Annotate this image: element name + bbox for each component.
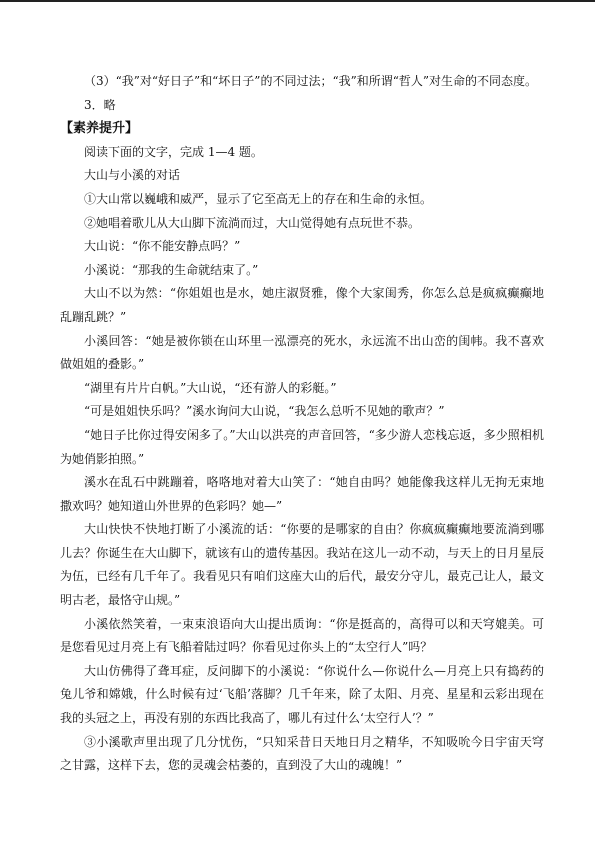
paragraph: 大山快快不快地打断了小溪流的话：“你要的是哪家的自由？你疯疯癫癫地要流淌到哪儿去？你诞生在大山脚下，就该有山的遗传基因。我站在这儿一动不动，与天上的日月星辰为伍，已经有几千年了。我看见只有咱们这座大山的后代，最安分守儿，最克己让人，最文明古老，最恪守山规。” xyxy=(60,522,544,608)
paragraph: ③小溪歌声里出现了几分忧伤，“只知采昔日天地日月之精华，不知吸吮今日宇宙天穹之甘露，这样下去，您的灵魂会枯萎的，直到没了大山的魂魄！” xyxy=(60,734,544,773)
passage-title: 大山与小溪的对话 xyxy=(84,168,181,183)
paragraph: ②她唱着歌儿从大山脚下流淌而过，大山觉得她有点玩世不恭。 xyxy=(84,215,421,230)
paragraph: “湖里有片片白帆。”大山说，“还有游人的彩艇。” xyxy=(84,380,337,395)
paragraph: “她日子比你过得安闲多了。”大山以洪亮的声音回答，“多少游人恋栈忘返，多少照相机为她俏影拍照。” xyxy=(60,427,544,466)
paragraph: ①大山常以巍峨和威严，显示了它至高无上的存在和生命的永恒。 xyxy=(84,191,433,206)
paragraph: 小溪回答：“她是被你锁在山环里一泓漂亮的死水，永远流不出山峦的闺帏。我不喜欢做姐姐的叠影。” xyxy=(60,333,544,372)
instruction: 阅读下面的文字，完成 1—4 题。 xyxy=(84,144,263,159)
answer-line-3: （3）“我”对“好日子”和“坏日子”的不同过法；“我”和所谓“哲人”对生命的不同态度。 xyxy=(84,74,537,88)
top-rule xyxy=(0,0,595,2)
section-heading: 【素养提升】 xyxy=(60,121,139,137)
document-body xyxy=(60,70,544,778)
paragraph: 溪水在乱石中跳蹦着，咯咯地对着大山笑了：“她自由吗？她能像我这样儿无拘无束地撒欢吗？她知道山外世界的色彩吗？她—” xyxy=(60,475,544,513)
paragraph: 大山不以为然：“你姐姐也是水，她庄淑贤雅，像个大家闺秀，你怎么总是疯疯癫癫地乱蹦乱跳？” xyxy=(60,286,544,324)
paragraph: 小溪依然笑着，一束束浪语向大山提出质询：“你是挺高的，高得可以和天穹媲美。可是您看见过月亮上有飞船着陆过吗？你看见过你头上的“太空行人”吗？ xyxy=(60,616,544,655)
paragraph: “可是姐姐快乐吗？”溪水询问大山说，“我怎么总听不见她的歌声？” xyxy=(84,404,445,419)
paragraph: 小溪说：“那我的生命就结束了。” xyxy=(84,262,259,277)
answer-3-item: 3．略 xyxy=(84,97,116,112)
paragraph: 大山仿佛得了聋耳症，反问脚下的小溪说：“你说什么—你说什么—月亮上只有捣药的兔儿爷和嫦娥，什么时候有过‘飞船’落脚？几千年来，除了太阳、月亮、星星和云彩出现在我的头冠之上，再没有别的东西比我高了，哪儿有过什么‘太空行人’？” xyxy=(60,663,544,726)
paragraph: 大山说：“你不能安静点吗？” xyxy=(84,239,241,254)
